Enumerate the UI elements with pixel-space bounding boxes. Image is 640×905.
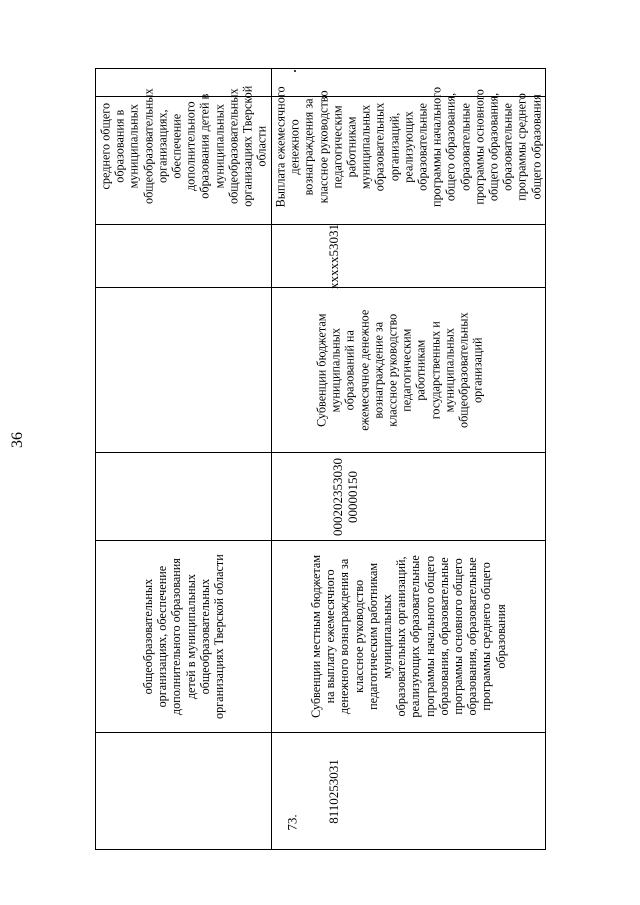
kbk: 000202353030 00000150 — [329, 457, 360, 536]
prev-row-purpose: среднего общего образования в муниципальных общеобразовательных организациях, обеспечение дополнительного образования детей в муниципальных общеобразовательных организациях Тверской области — [98, 85, 269, 208]
dot-mark — [294, 70, 296, 72]
prev-row-name: общеобразовательных организациях, обеспечение дополнительного образования детей в муниципальных общеобразовательных организациях Тверской области — [140, 554, 226, 719]
prev-row-name-cell — [96, 541, 271, 732]
name-cell — [272, 541, 545, 732]
purpose: Выплата ежемесячного денежного вознаграждения за классное руководство педагогическим работникам муниципальных образовательных организаций, реализующих образовательные программы начального общего образования, образовательные программы основного общего образования, образовательные программы среднего общего образования — [273, 86, 544, 208]
table-line — [545, 68, 546, 850]
code2-cell — [272, 225, 545, 287]
kbk-cell — [272, 453, 545, 540]
row-number: 73. — [285, 814, 300, 831]
page-number: 36 — [9, 432, 26, 448]
subvention: Субвенции бюджетам муниципальных образований на ежемесячное денежное вознаграждение за классное руководство педагогическим работникам государственных и муниципальных общеобразовательных организаций — [314, 309, 485, 431]
code: 8110253031 — [326, 758, 341, 824]
prev-row-purpose-cell — [96, 69, 271, 224]
purpose-cell — [272, 69, 545, 224]
table-line — [95, 849, 546, 850]
name: Субвенции местным бюджетам на выплату ежемесячного денежного вознаграждения за классное руководство педагогическим работникам муниципальных образовательных организаций, реализующих образовательные программы начального общего образования, образовательные программы основного общего образования, образовательные программы среднего общего образования — [309, 555, 508, 718]
code2: xxxxx53031 — [326, 223, 341, 289]
code-cell — [272, 733, 545, 849]
subvention-cell — [272, 288, 545, 452]
